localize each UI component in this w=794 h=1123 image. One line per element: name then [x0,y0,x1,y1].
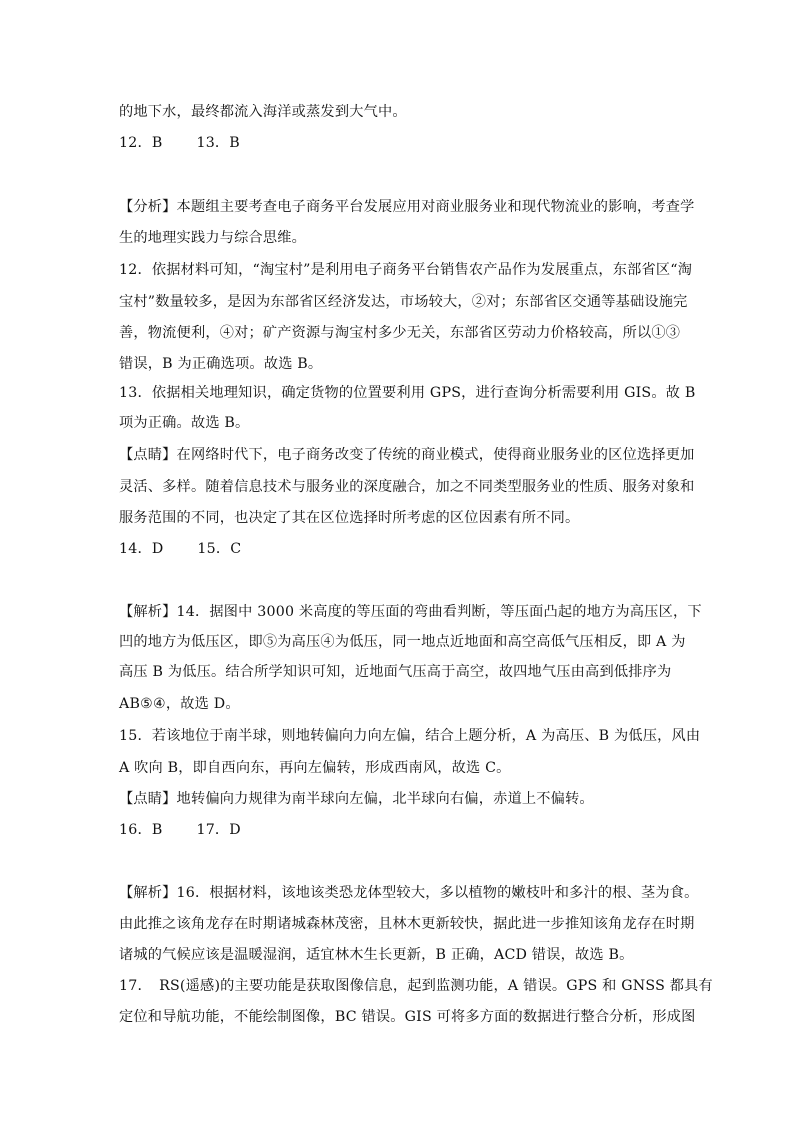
text-line: 【解析】14．据图中 3000 米高度的等压面的弯曲看判断，等压面凸起的地方为高压区，下 [119,604,702,620]
text-line: 定位和导航功能，不能绘制图像，BC 错误。GIS 可将多方面的数据进行整合分析，形成图 [119,1009,696,1025]
text-line: 17． RS(遥感)的主要功能是获取图像信息，起到监测功能，A 错误。GPS 和 GNSS 都具有 [119,978,713,994]
answer-13: 13．B [196,135,240,151]
text-line: 15．若该地位于南半球，则地转偏向力向左偏，结合上题分析，A 为高压、B 为低压，风由 [119,728,701,744]
text-line: AB⑤④，故选 D。 [119,696,240,712]
text-line: 由此推之该角龙存在时期诸城森林茂密，且林木更新较快，据此进一步推知该角龙存在时期 [119,916,695,932]
text-line: 宝村”数量较多，是因为东部省区经济发达，市场较大，②对；东部省区交通等基础设施完 [119,294,688,310]
answer-line [119,133,240,153]
text-line: 【解析】16．根据材料，该地该类恐龙体型较大，多以植物的嫩枝叶和多汁的根、茎为食。 [119,885,699,901]
answer-17: 17．D [196,822,241,838]
text-line: 【点睛】地转偏向力规律为南半球向左偏，北半球向右偏，赤道上不偏转。 [119,791,594,807]
text-line: 善，物流便利，④对；矿产资源与淘宝村多少无关，东部省区劳动力价格较高，所以①③ [119,325,681,341]
text-line: 项为正确。故选 B。 [119,415,250,431]
text-line: A 吹向 B，即自西向东，再向左偏转，形成西南风，故选 C。 [119,760,511,776]
answer-14: 14．D [119,541,164,557]
text-line: 13．依据相关地理知识，确定货物的位置要利用 GPS，进行查询分析需要利用 GIS。故 B [119,385,696,401]
text-line: 凹的地方为低压区，即⑤为高压④为低压，同一地点近地面和高空高低气压相反，即 A 为 [119,634,686,650]
answer-line [119,539,241,559]
answer-16: 16．B [119,822,163,838]
text-line: 【分析】本题组主要考查电子商务平台发展应用对商业服务业和现代物流业的影响，考查学 [119,199,695,215]
text-line: 服务范围的不同，也决定了其在区位选择时所考虑的区位因素有所不同。 [119,510,580,526]
text-line: 的地下水，最终都流入海洋或蒸发到大气中。 [119,104,407,120]
answer-line [119,820,241,840]
text-line: 【点睛】在网络时代下，电子商务改变了传统的商业模式，使得商业服务业的区位选择更加 [119,447,695,463]
text-line: 12．依据材料可知，“淘宝村”是利用电子商务平台销售农产品作为发展重点，东部省区“淘 [119,262,693,278]
answer-12: 12．B [119,135,163,151]
text-line: 生的地理实践力与综合思维。 [119,230,307,246]
text-line: 灵活、多样。随着信息技术与服务业的深度融合，加之不同类型服务业的性质、服务对象和 [119,479,695,495]
answer-15: 15．C [197,541,242,557]
text-line: 高压 B 为低压。结合所学知识可知，近地面气压高于高空，故四地气压由高到低排序为 [119,664,672,680]
text-line: 错误，B 为正确选项。故选 B。 [119,356,323,372]
text-line: 诸城的气候应该是温暖湿润，适宜林木生长更新，B 正确，ACD 错误，故选 B。 [119,947,634,963]
